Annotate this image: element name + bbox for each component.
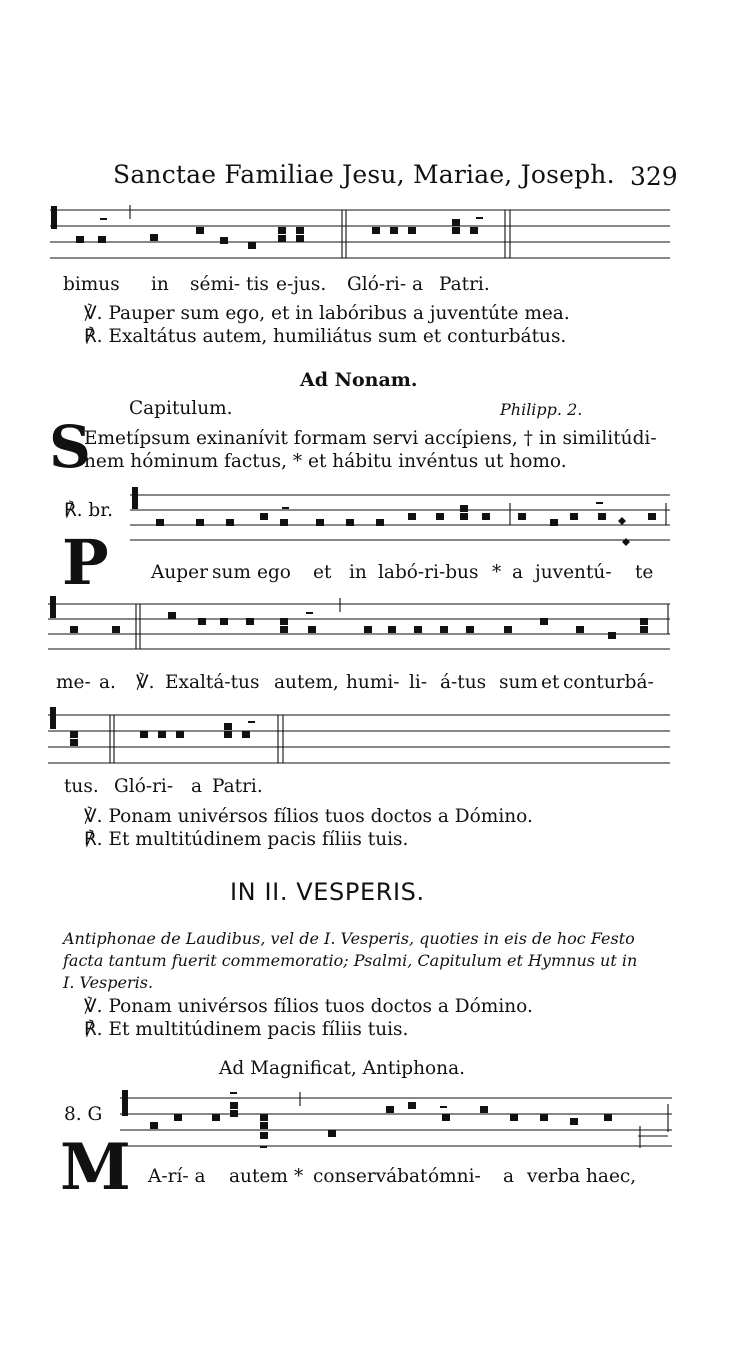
capitulum-text-line-1: Emetípsum exinanívit formam servi accípiens, † in similitúdi- bbox=[84, 428, 657, 449]
rubric-line-3: I. Vesperis. bbox=[63, 973, 154, 992]
mode-label: 8. G bbox=[64, 1104, 103, 1125]
section-heading-ad-nonam: Ad Nonam. bbox=[300, 369, 418, 391]
versicle-line-3: ℣. Ponam univérsos fílios tuos doctos a Dómino. bbox=[84, 996, 533, 1017]
response-line-3: ℟. Et multitúdinem pacis fíliis tuis. bbox=[84, 1019, 409, 1040]
music-staff-3 bbox=[48, 594, 670, 654]
capitulum-label: Capitulum. bbox=[129, 398, 233, 419]
music-staff-5 bbox=[120, 1088, 672, 1160]
drop-cap-s: S bbox=[49, 413, 91, 481]
page-number: 329 bbox=[630, 162, 678, 191]
rubric-line-1: Antiphonae de Laudibus, vel de I. Vesperis, quoties in eis de hoc Festo bbox=[63, 929, 635, 948]
scripture-reference: Philipp. 2. bbox=[500, 400, 583, 419]
capitulum-text-line-2: nem hóminum factus, * et hábitu invéntus ut homo. bbox=[84, 451, 567, 472]
versicle-line: ℣. Pauper sum ego, et in labóribus a juventúte mea. bbox=[84, 303, 570, 324]
versicle-line-2: ℣. Ponam univérsos fílios tuos doctos a Dómino. bbox=[84, 806, 533, 827]
page-title: Sanctae Familiae Jesu, Mariae, Joseph. bbox=[113, 160, 615, 189]
drop-cap-m: M bbox=[60, 1130, 131, 1205]
magnificat-heading: Ad Magnificat, Antiphona. bbox=[219, 1058, 466, 1079]
response-line: ℟. Exaltátus autem, humiliátus sum et conturbátus. bbox=[84, 326, 567, 347]
rubric-line-2: facta tantum fuerit commemoratio; Psalmi, Capitulum et Hymnus ut in bbox=[63, 951, 638, 970]
music-staff-1 bbox=[50, 205, 670, 265]
music-staff-4 bbox=[48, 705, 670, 767]
responsory-label: ℟. br. bbox=[64, 500, 113, 521]
music-staff-2 bbox=[130, 485, 670, 555]
section-heading-vespers: IN II. VESPERIS. bbox=[230, 878, 425, 906]
response-line-2: ℟. Et multitúdinem pacis fíliis tuis. bbox=[84, 829, 409, 850]
drop-cap-p: P bbox=[62, 526, 109, 599]
